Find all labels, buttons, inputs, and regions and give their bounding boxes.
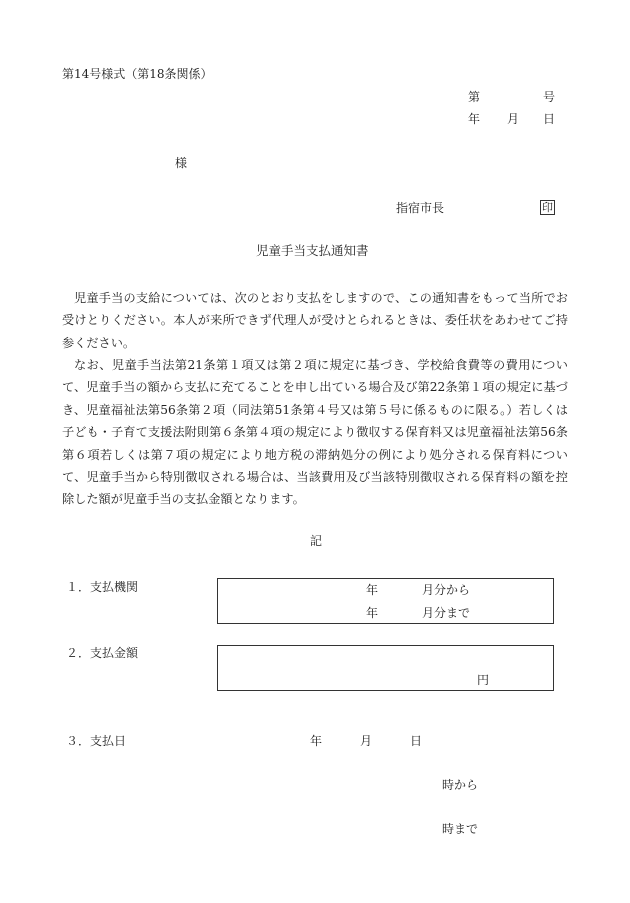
payment-org-year-2: 年 bbox=[366, 606, 379, 620]
payment-org-month-from: 月分から bbox=[422, 583, 471, 597]
payment-org-label: １．支払機関 bbox=[66, 580, 139, 594]
payment-time-to: 時まで bbox=[442, 822, 479, 836]
seal-stamp: 印 bbox=[542, 201, 553, 214]
payment-date-month: 月 bbox=[360, 734, 373, 748]
body-paragraph-1: 児童手当の支給については、次のとおり支払をしますので、この通知書をもって当所でお受けとりください。本人が来所できず代理人が受けとられるときは、委任状をあわせてご持参ください。 bbox=[62, 291, 568, 350]
document-title: 児童手当支払通知書 bbox=[256, 243, 369, 258]
payment-amount-unit: 円 bbox=[477, 673, 490, 687]
body-paragraph-2: なお、児童手当法第21条第１項又は第２項に規定に基づき、学校給食費等の費用について、児童手当の額から支払に充てることを申し出ている場合及び第22条第１項の規定に基づき、児童福祉法第56条第２項（同法第51条第４号又は第５号に係るものに限る。）若しくは子ども・子育て支援法附則第６条第４項の規定により徴収する保育料又は児童福祉法第56条第６項若しくは第７項の規定により地方税の滞納処分の例により処分される保育料について、児童手当から特別徴収される場合は、当該費用及び当該特別徴収される保育料の額を控除した額が児童手当の支払金額となります。 bbox=[62, 358, 568, 507]
issue-date-year: 年 bbox=[468, 112, 481, 126]
payment-date-day: 日 bbox=[410, 734, 423, 748]
payment-amount-box bbox=[217, 645, 554, 691]
issuer-title: 指宿市長 bbox=[396, 201, 445, 215]
payment-org-month-to: 月分まで bbox=[422, 606, 471, 620]
document-number-prefix: 第 bbox=[468, 90, 481, 104]
form-number-label: 第14号様式（第18条関係） bbox=[62, 67, 213, 81]
payment-amount-label: ２．支払金額 bbox=[66, 646, 139, 660]
payment-date-label: ３．支払日 bbox=[66, 734, 127, 748]
payment-time-from: 時から bbox=[442, 778, 479, 792]
addressee-honorific: 様 bbox=[175, 156, 188, 170]
document-number-suffix: 号 bbox=[543, 90, 556, 104]
ki-heading: 記 bbox=[310, 534, 323, 548]
issue-date-day: 日 bbox=[543, 112, 556, 126]
payment-org-box bbox=[217, 578, 554, 624]
payment-org-year-1: 年 bbox=[366, 583, 379, 597]
issue-date-month: 月 bbox=[507, 112, 520, 126]
payment-date-year: 年 bbox=[310, 734, 323, 748]
